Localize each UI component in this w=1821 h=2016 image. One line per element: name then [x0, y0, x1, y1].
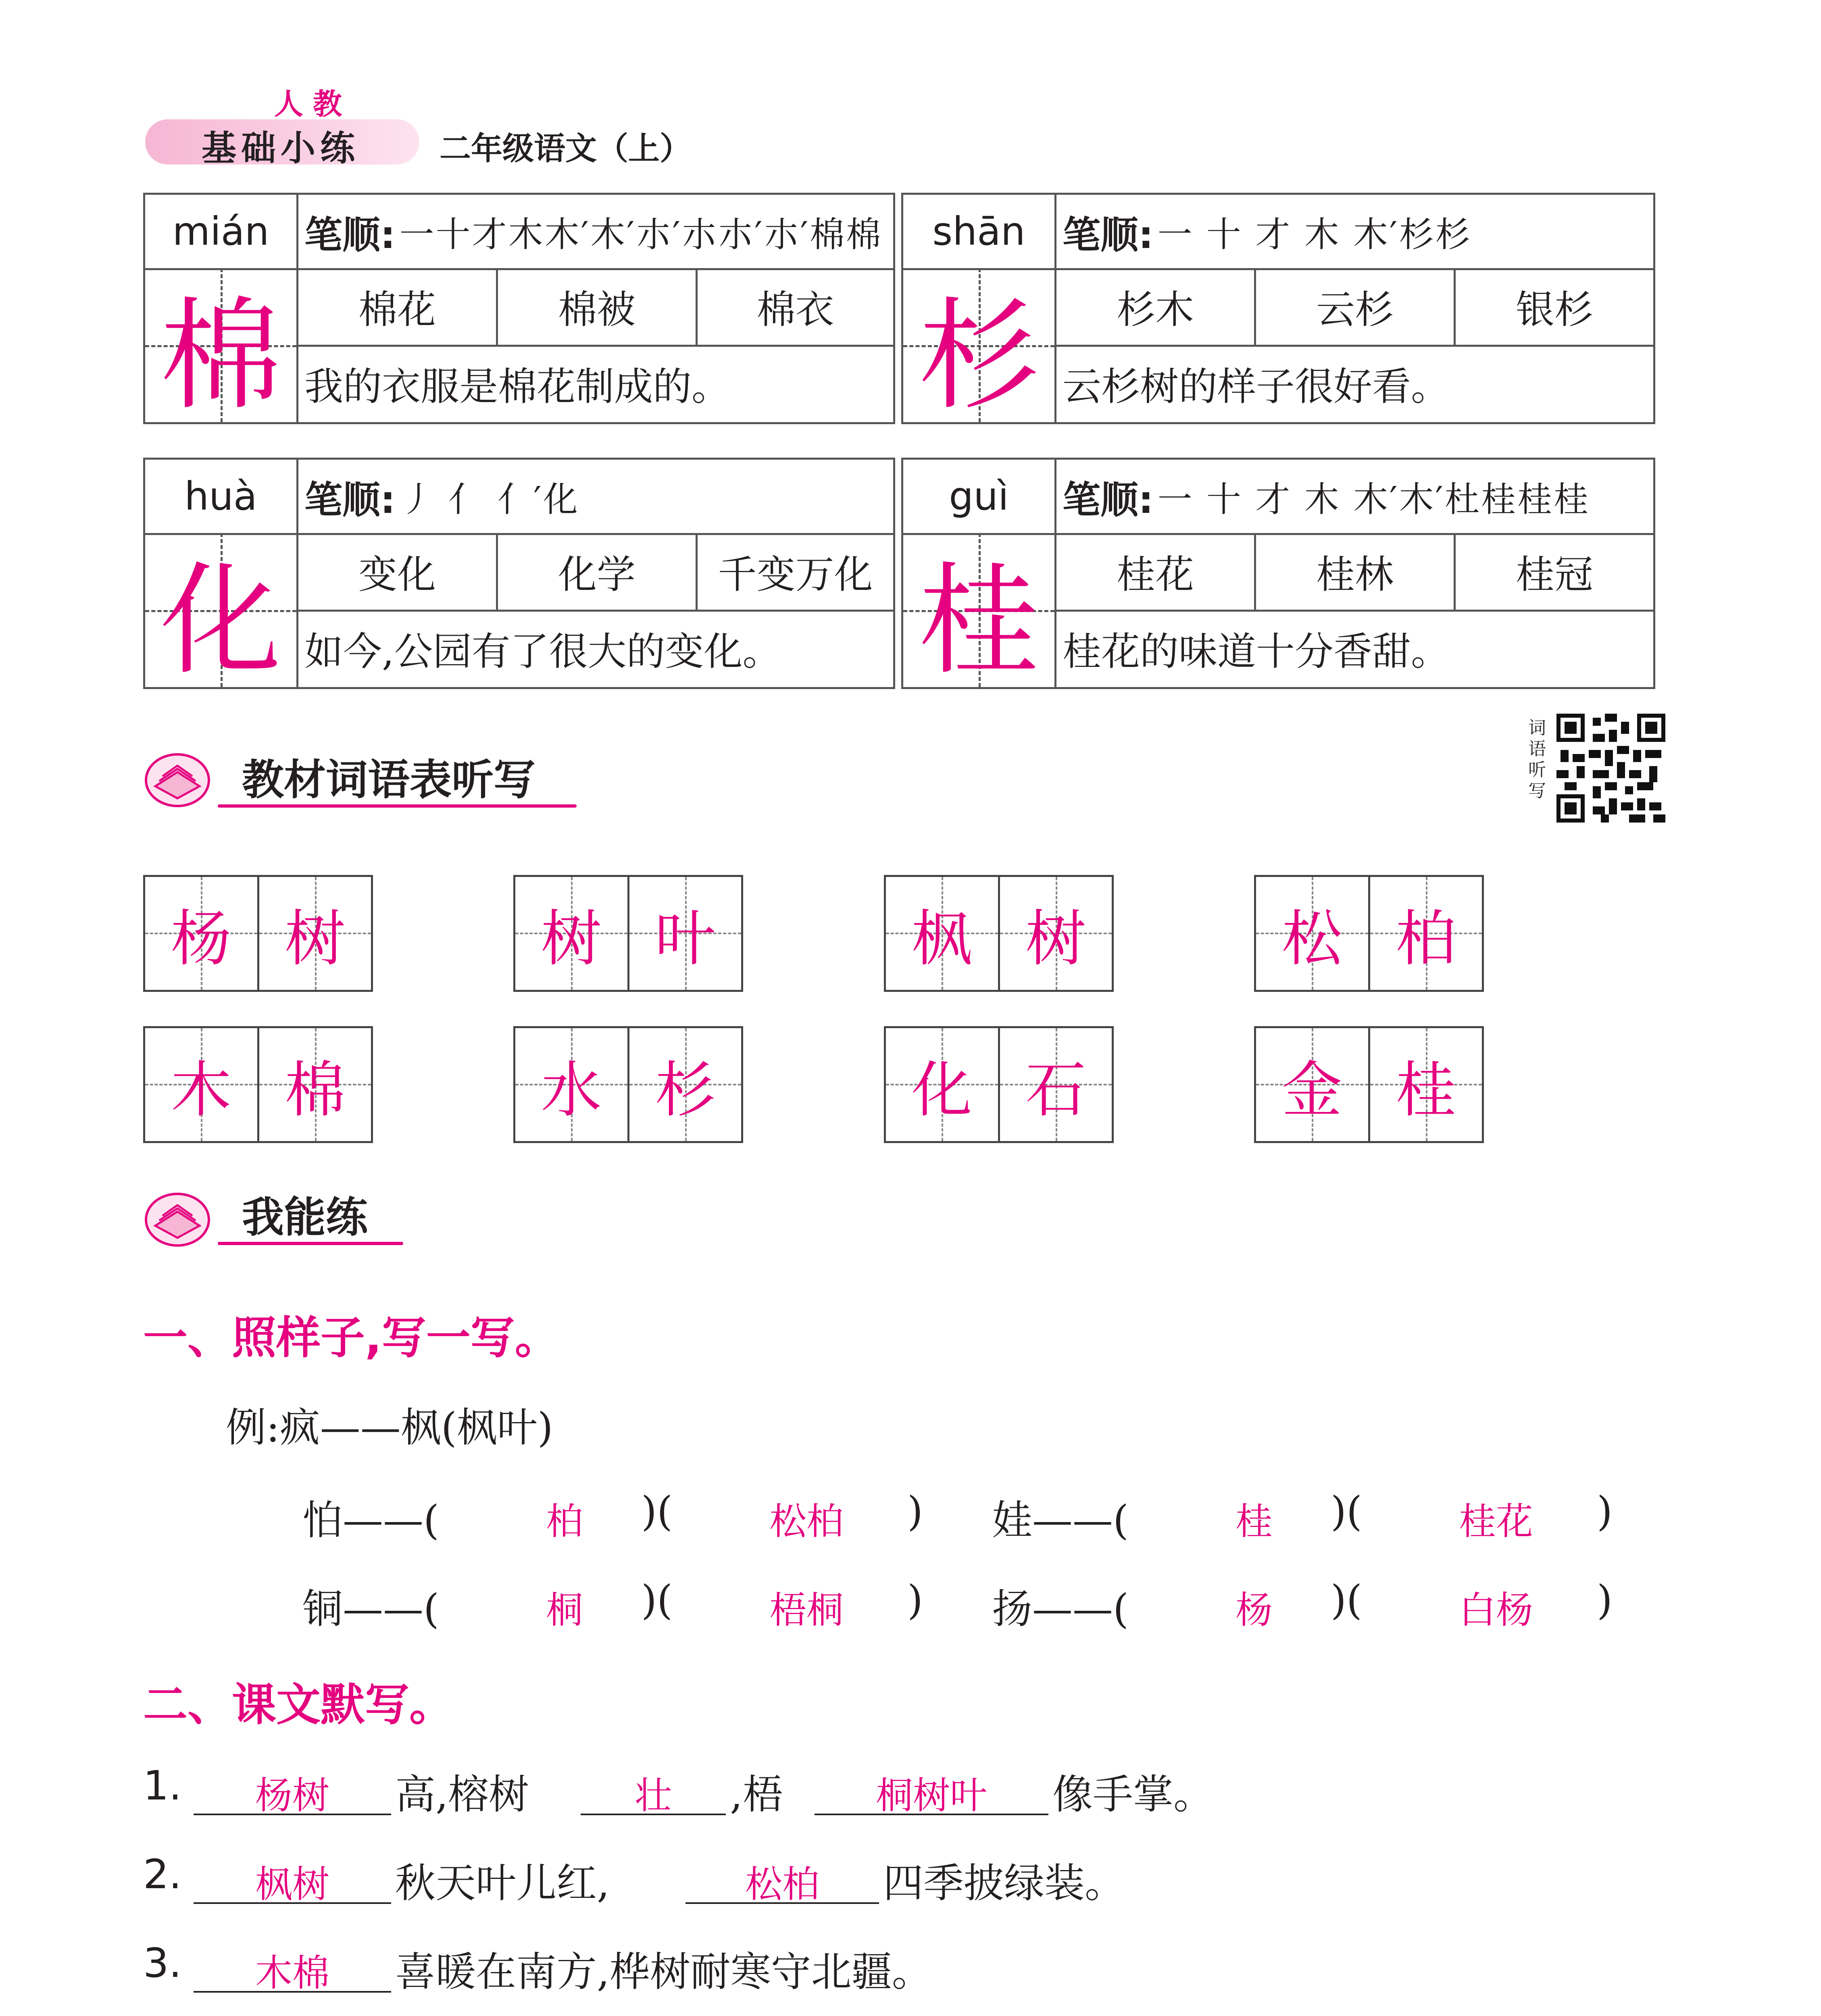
answer-char[interactable]: 柏	[546, 1500, 583, 1543]
dictation-box	[143, 1026, 373, 1143]
bracket: )	[907, 1577, 923, 1624]
stroke-order: 一 十 才 木 木′杉杉	[1157, 215, 1472, 255]
answer-blank[interactable]: 桐树叶	[815, 1766, 1048, 1815]
dictation-box	[143, 875, 373, 992]
word: 千变万化	[718, 552, 873, 597]
char-card-shan	[901, 193, 1655, 424]
recitation-text: 喜暖在南方,桦树耐寒守北疆。	[395, 1948, 932, 1995]
dictation-char: 水	[541, 1055, 602, 1125]
word: 云杉	[1316, 287, 1394, 332]
big-character: 杉	[918, 285, 1040, 426]
given-char: 扬——(	[992, 1585, 1129, 1633]
big-character: 化	[160, 550, 281, 691]
word: 化学	[558, 552, 635, 597]
dictation-char: 石	[1025, 1055, 1086, 1125]
dictation-box	[884, 875, 1114, 992]
answer-blank[interactable]: 杨树	[194, 1766, 391, 1815]
section-underline	[218, 1242, 403, 1245]
bracket: )	[1597, 1577, 1613, 1624]
answer-word[interactable]: 桂花	[1458, 1500, 1533, 1543]
dictation-box	[1254, 875, 1484, 992]
dictation-char: 木	[171, 1055, 231, 1125]
dictation-char: 金	[1281, 1055, 1342, 1125]
dictation-char: 棉	[285, 1055, 346, 1125]
recitation-text: ,梧	[730, 1771, 783, 1818]
word: 棉衣	[756, 287, 834, 332]
big-character: 棉	[160, 285, 281, 426]
recitation-text: 高,榕树	[395, 1771, 529, 1818]
bracket: )(	[1331, 1577, 1363, 1624]
answer-char[interactable]: 桐	[546, 1589, 583, 1632]
stroke-label: 笔顺:	[304, 478, 396, 522]
word: 棉花	[358, 287, 436, 332]
answer-char[interactable]: 桂	[1235, 1500, 1273, 1543]
stroke-order: 一十才木木′木′朩′朩朩′朩′棉棉	[399, 215, 883, 255]
stroke-order: 丿 亻 亻′化	[399, 479, 579, 520]
answer-blank[interactable]: 松柏	[685, 1855, 879, 1904]
char-card-gui	[901, 458, 1655, 689]
bracket: )(	[1331, 1488, 1363, 1535]
word: 变化	[358, 552, 436, 597]
line-number: 2.	[143, 1851, 182, 1898]
word: 桂冠	[1516, 552, 1593, 597]
bracket: )(	[641, 1577, 673, 1624]
answer-word[interactable]: 白杨	[1458, 1589, 1533, 1632]
given-char: 怕——(	[302, 1497, 440, 1544]
book-icon	[143, 748, 212, 808]
stroke-label: 笔顺:	[1063, 213, 1154, 257]
bracket: )(	[641, 1488, 673, 1535]
stroke-order: 一 十 才 木 木′木′杜桂桂桂	[1157, 479, 1590, 520]
word: 桂花	[1117, 552, 1194, 597]
pinyin: mián	[172, 209, 269, 254]
pinyin: guì	[949, 474, 1009, 519]
header-publisher: 人教	[274, 87, 352, 121]
dictation-char: 柏	[1396, 904, 1456, 974]
exercise1-title: 一、照样子,写一写。	[143, 1312, 559, 1364]
example-sentence: 云杉树的样子很好看。	[1063, 364, 1450, 409]
answer-blank[interactable]: 木棉	[194, 1943, 391, 1993]
dictation-char: 桂	[1396, 1055, 1456, 1125]
dictation-char: 树	[541, 904, 602, 974]
section-underline	[218, 804, 577, 808]
example-sentence: 如今,公园有了很大的变化。	[304, 629, 781, 674]
section-title-dictation: 教材词语表听写	[242, 755, 536, 804]
dictation-char: 化	[911, 1055, 972, 1125]
line-number: 1.	[143, 1762, 182, 1809]
char-card-mian	[143, 193, 895, 424]
pinyin: huà	[184, 474, 257, 519]
book-icon	[143, 1187, 212, 1248]
dictation-box	[513, 875, 743, 992]
recitation-text: 四季披绿装。	[883, 1860, 1125, 1907]
word: 杉木	[1117, 287, 1194, 332]
given-char: 娃——(	[992, 1497, 1129, 1544]
pinyin: shān	[932, 209, 1025, 254]
qr-label: 词语听写	[1528, 718, 1546, 801]
answer-blank[interactable]: 壮	[581, 1766, 726, 1815]
dictation-char: 杨	[171, 904, 231, 974]
exercise2-title: 二、课文默写。	[143, 1679, 454, 1731]
dictation-char: 树	[285, 904, 346, 974]
word: 棉被	[558, 287, 635, 332]
dictation-char: 松	[1281, 904, 1342, 974]
header-series: 基础小练	[202, 128, 360, 169]
dictation-box	[1254, 1026, 1484, 1143]
bracket: )	[1597, 1488, 1613, 1535]
stroke-label: 笔顺:	[304, 213, 396, 257]
dictation-box	[513, 1026, 743, 1143]
answer-char[interactable]: 杨	[1235, 1589, 1273, 1632]
line-number: 3.	[143, 1939, 182, 1987]
stroke-label: 笔顺:	[1063, 478, 1154, 522]
answer-blank[interactable]: 枫树	[194, 1855, 391, 1904]
dictation-box	[884, 1026, 1114, 1143]
qr-code-icon[interactable]	[1556, 714, 1665, 823]
word: 银杉	[1516, 287, 1593, 332]
recitation-text: 秋天叶儿红,	[395, 1860, 610, 1907]
bracket: )	[907, 1488, 923, 1535]
answer-word[interactable]: 松柏	[769, 1500, 844, 1543]
dictation-char: 叶	[655, 904, 716, 974]
example-sentence: 桂花的味道十分香甜。	[1063, 629, 1450, 674]
char-card-hua	[143, 458, 895, 689]
recitation-text: 像手掌。	[1052, 1771, 1214, 1818]
dictation-char: 杉	[655, 1055, 716, 1125]
section-title-practice: 我能练	[242, 1193, 368, 1242]
header-grade: 二年级语文（上）	[440, 131, 692, 167]
example-sentence: 我的衣服是棉花制成的。	[304, 364, 730, 409]
big-character: 桂	[918, 550, 1040, 691]
given-char: 铜——(	[302, 1585, 440, 1633]
dictation-char: 枫	[911, 904, 972, 974]
dictation-char: 树	[1025, 904, 1086, 974]
exercise1-example: 例:疯——枫(枫叶)	[226, 1404, 553, 1451]
answer-word[interactable]: 梧桐	[769, 1589, 844, 1632]
word: 桂林	[1316, 552, 1394, 597]
